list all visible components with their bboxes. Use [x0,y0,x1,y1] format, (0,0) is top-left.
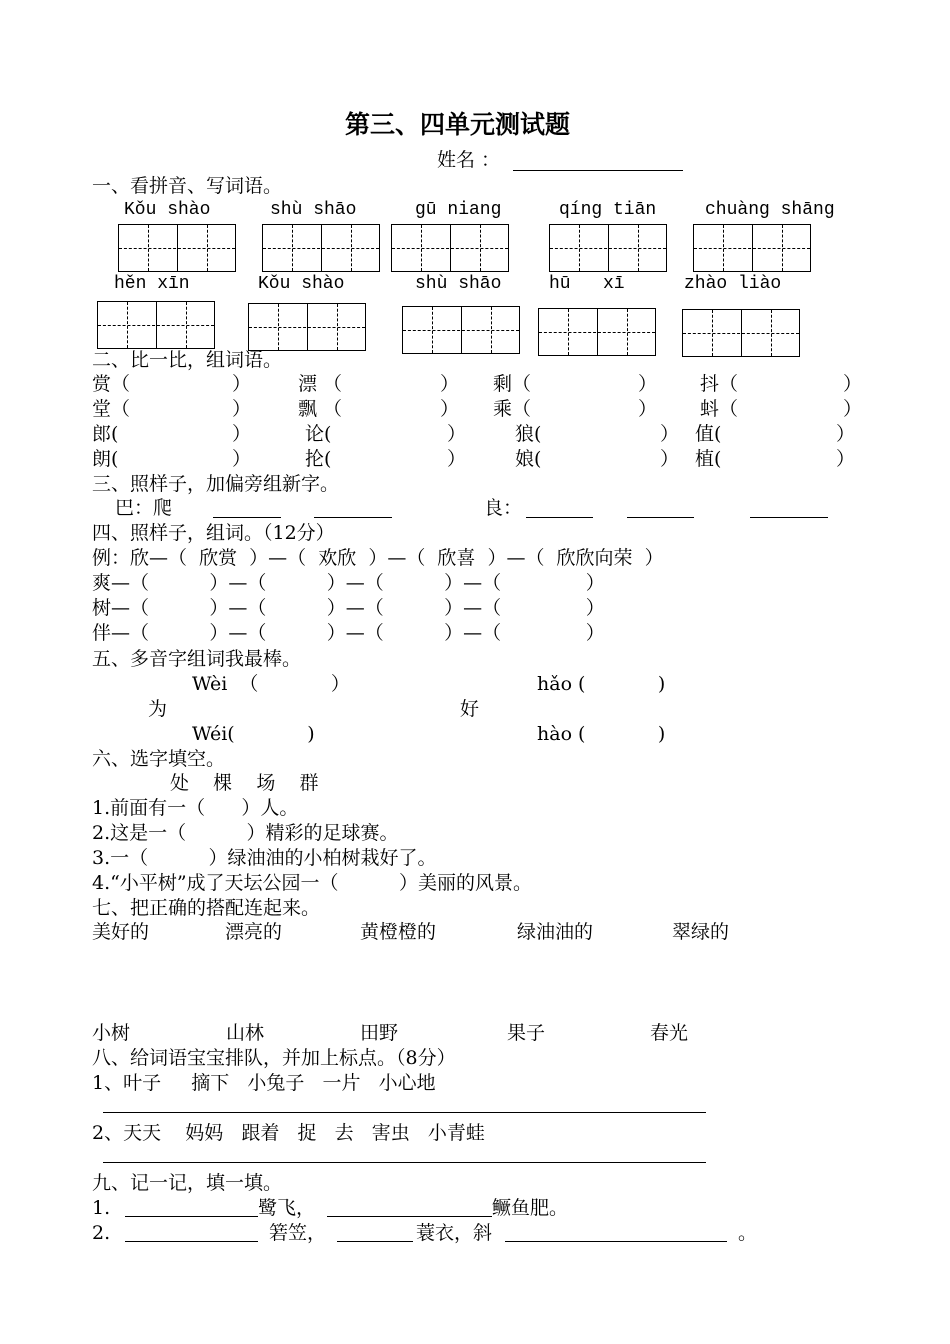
fill-item: 4.“小平树”成了天坛公园一（ ）美丽的风景。 [92,872,532,894]
compare-item: ） [440,373,460,395]
poem-blank[interactable] [327,1216,492,1217]
answer-line[interactable] [213,517,281,518]
choice-words: 处 棵 场 群 [170,772,319,794]
writing-grid[interactable] [402,306,520,354]
pinyin: Kǒu shào [124,200,211,220]
match-word-bottom[interactable]: 果子 [507,1022,546,1044]
compare-item: 漂 （ [298,373,343,395]
match-word-top[interactable]: 翠绿的 [672,921,730,943]
poem-text: 。 [738,1222,758,1244]
compare-item: 赏（ [92,373,131,395]
writing-grid[interactable] [262,224,380,272]
compare-item: 植( [695,448,722,470]
pinyin: hěn xīn [114,274,190,294]
pinyin: hū xī [549,274,625,294]
compare-item: ） [447,448,467,470]
pinyin: zhào liào [684,274,782,294]
writing-grid[interactable] [391,224,509,272]
writing-grid[interactable] [682,309,800,357]
compare-item: 狼( [515,423,542,445]
match-word-bottom[interactable]: 春光 [650,1022,689,1044]
compare-item: 飘 （ [298,398,343,420]
fill-item: 2.这是一（ ）精彩的足球赛。 [92,822,399,844]
polyphone-char: 为 [148,698,168,720]
answer-line[interactable] [526,517,593,518]
answer-line[interactable] [750,517,828,518]
compare-item: 郎( [92,423,119,445]
compare-item: 值( [695,423,722,445]
compare-item: ） [843,398,863,420]
compare-item: ） [638,373,658,395]
poem-blank[interactable] [125,1216,258,1217]
sentence-words: 1、叶子 摘下 小兔子 一片 小心地 [92,1072,436,1094]
word-chain-row: 伴—（ ）—（ ）—（ ）—（ ） [92,622,605,644]
compare-item: ） [660,448,680,470]
compare-item: ） [843,373,863,395]
compare-item: 抖（ [700,373,739,395]
poem-text: 鳜鱼肥。 [492,1197,569,1219]
pinyin: chuàng shāng [705,200,835,220]
compare-item: ） [836,423,856,445]
radical-example-right: 良： [484,497,523,519]
writing-grid[interactable] [248,303,366,351]
radical-example-left: 巴：爬 [115,497,173,519]
writing-grid[interactable] [97,301,215,349]
section-7-heading: 七、把正确的搭配连起来。 [92,897,321,919]
poem-blank[interactable] [505,1241,727,1242]
section-8-heading: 八、给词语宝宝排队，并加上标点。（8分） [92,1047,456,1069]
sentence-answer-line[interactable] [103,1112,706,1113]
poem-text: 箬笠， [269,1222,327,1244]
section-2-heading: 二、比一比，组词语。 [92,349,283,371]
word-chain-row: 爽—（ ）—（ ）—（ ）—（ ） [92,572,605,594]
compare-item: ） [836,448,856,470]
compare-item: 抡( [305,448,332,470]
compare-item: 论( [305,423,332,445]
section-9-heading: 九、记一记，填一填。 [92,1172,283,1194]
fill-item: 1.前面有一（ ）人。 [92,797,299,819]
fill-item: 3.一（ ）绿油油的小柏树栽好了。 [92,847,437,869]
word-example: 例：欣—（ 欣赏 ）—（ 欢欣 ）—（ 欣喜 ）—（ 欣欣向荣 ） [92,547,664,569]
compare-item: 乘（ [493,398,532,420]
section-1-heading: 一、看拼音、写词语。 [92,175,283,197]
poem-blank[interactable] [337,1241,413,1242]
compare-item: ） [232,448,252,470]
poem-text: 蓑衣，斜 [416,1222,493,1244]
answer-line[interactable] [314,517,392,518]
match-word-top[interactable]: 黄橙橙的 [360,921,437,943]
name-line[interactable] [513,170,683,171]
compare-item: ） [660,423,680,445]
match-word-top[interactable]: 漂亮的 [225,921,283,943]
compare-item: 剩（ [493,373,532,395]
compare-item: 娘( [515,448,542,470]
word-chain-row: 树—（ ）—（ ）—（ ）—（ ） [92,597,605,619]
polyphone-char: 好 [460,698,480,720]
section-6-heading: 六、选字填空。 [92,748,226,770]
compare-item: ） [447,423,467,445]
pinyin: shù shāo [415,274,502,294]
match-word-bottom[interactable]: 山林 [226,1022,265,1044]
compare-item: ） [232,373,252,395]
match-word-bottom[interactable]: 小树 [92,1022,131,1044]
pinyin: shù shāo [270,200,357,220]
poem-line-number: 2. [92,1222,111,1244]
compare-item: ） [232,423,252,445]
match-word-top[interactable]: 绿油油的 [517,921,594,943]
polyphone-reading: Wèi （ ） [192,673,350,695]
page-title: 第三、四单元测试题 [345,110,571,139]
pinyin: Kǒu shào [258,274,345,294]
writing-grid[interactable] [549,224,667,272]
writing-grid[interactable] [538,308,656,356]
writing-grid[interactable] [693,224,811,272]
poem-text: 鹭飞， [258,1197,316,1219]
match-word-bottom[interactable]: 田野 [360,1022,399,1044]
pinyin: qíng tiān [559,200,657,220]
compare-item: ） [440,398,460,420]
compare-item: 堂（ [92,398,131,420]
polyphone-reading: hǎo ( ) [537,673,666,695]
sentence-answer-line[interactable] [103,1162,706,1163]
answer-line[interactable] [627,517,694,518]
compare-item: ） [232,398,252,420]
pinyin: gū niang [415,200,502,220]
sentence-words: 2、天天 妈妈 跟着 捉 去 害虫 小青蛙 [92,1122,485,1144]
polyphone-reading: Wéi( ) [192,723,315,745]
writing-grid[interactable] [118,224,236,272]
section-3-heading: 三、照样子，加偏旁组新字。 [92,473,340,495]
compare-item: ） [638,398,658,420]
section-5-heading: 五、多音字组词我最棒。 [92,648,302,670]
section-4-heading: 四、照样子，组词。（12分） [92,522,335,544]
compare-item: 蚪（ [700,398,739,420]
compare-item: 朗( [92,448,119,470]
poem-blank[interactable] [125,1241,258,1242]
poem-line-number: 1. [92,1197,111,1219]
polyphone-reading: hào ( ) [537,723,666,745]
match-word-top[interactable]: 美好的 [92,921,150,943]
name-label: 姓名 ： [437,149,501,171]
